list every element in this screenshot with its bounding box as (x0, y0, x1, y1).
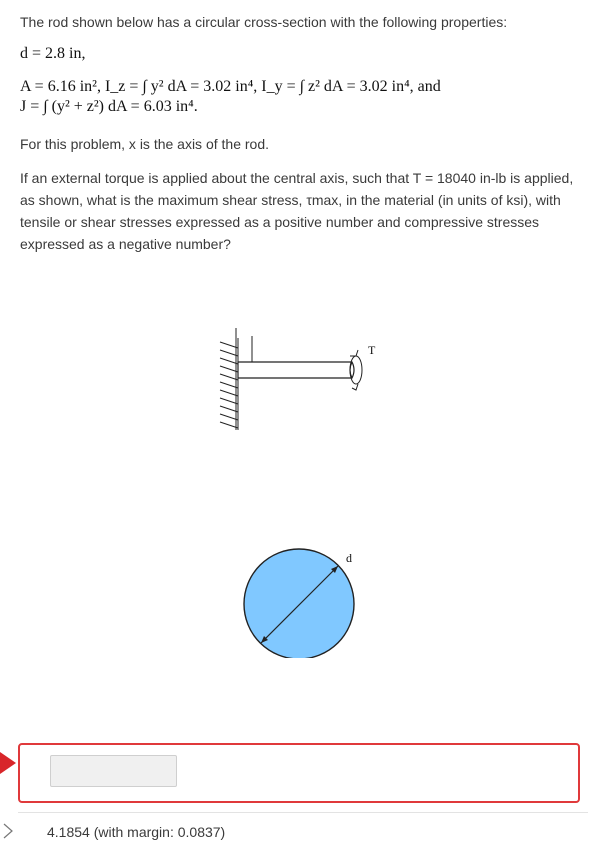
section-properties-line2: J = ∫ (y² + z²) dA = 6.03 in⁴. (20, 98, 198, 115)
wall-support (220, 328, 252, 430)
question-text: If an external torque is applied about the central axis, such that T = 18040 in-lb is applied, as shown, what is the maximum shear stress, τmax, in the material (in units of ksi), with tensile or shear stresses expressed as a positive number and compressive stresses expressed as a negative number? (20, 170, 574, 252)
correct-answer: 4.1854 (with margin: 0.0837) (47, 824, 226, 840)
answer-container (18, 743, 580, 803)
answer-input[interactable] (50, 755, 177, 787)
divider (18, 812, 588, 813)
rod-torque-figure (200, 318, 400, 433)
axis-note: For this problem, x is the axis of the rod. (20, 136, 269, 152)
incorrect-flag-icon (0, 752, 16, 774)
diameter-value: d = 2.8 in, (20, 45, 86, 62)
torque-label: T (368, 343, 376, 357)
cross-section-figure (238, 548, 368, 658)
problem-intro: The rod shown below has a circular cross-section with the following properties: (20, 14, 508, 30)
cross-section-circle (244, 549, 354, 658)
chevron-right-icon[interactable] (0, 820, 22, 842)
section-properties-line1: A = 6.16 in², I_z = ∫ y² dA = 3.02 in⁴, I_y = ∫ z² dA = 3.02 in⁴, and (20, 78, 441, 95)
rod (238, 362, 354, 378)
diameter-label: d (346, 551, 352, 565)
